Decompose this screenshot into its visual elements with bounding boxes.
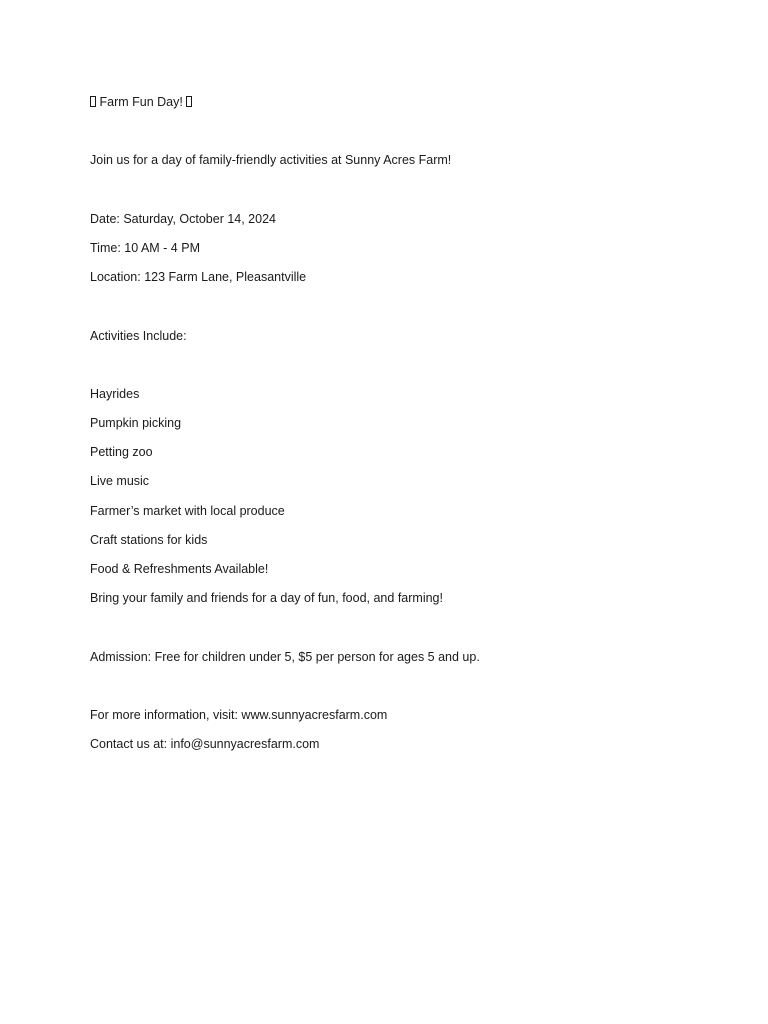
blank-line xyxy=(90,617,710,637)
list-item: Food & Refreshments Available! xyxy=(90,562,269,576)
blank-line xyxy=(90,676,710,696)
blank-line xyxy=(90,121,710,141)
list-item: Pumpkin picking xyxy=(90,416,182,431)
event-date: Date: Saturday, October 14, 2024 xyxy=(90,211,276,226)
list-item: Petting zoo xyxy=(90,445,153,460)
document-title: Farm Fun Day! xyxy=(99,95,183,109)
list-item: Hayrides xyxy=(90,386,140,401)
activities-heading: Activities Include: xyxy=(90,328,187,343)
contact-text: Contact us at: info@sunnyacresfarm.com xyxy=(90,737,320,752)
intro-text: Join us for a day of family-friendly activities at Sunny Acres Farm! xyxy=(90,153,452,168)
document-body xyxy=(90,92,710,763)
missing-glyph-icon xyxy=(90,96,96,107)
missing-glyph-icon xyxy=(186,96,192,107)
blank-line xyxy=(90,180,710,200)
event-location: Location: 123 Farm Lane, Pleasantville xyxy=(90,270,307,285)
list-item: Live music xyxy=(90,474,150,489)
event-time: Time: 10 AM - 4 PM xyxy=(90,240,200,255)
list-item: Farmer’s market with local produce xyxy=(90,503,285,518)
admission-text: Admission: Free for children under 5, $5 per person for ages 5 and up. xyxy=(90,649,480,664)
more-info-text: For more information, visit: www.sunnyacresfarm.com xyxy=(90,707,388,722)
list-item: Craft stations for kids xyxy=(90,532,208,547)
blank-line xyxy=(90,296,710,316)
activities-list xyxy=(90,384,710,579)
blank-line xyxy=(90,355,710,375)
document-title-line xyxy=(90,92,710,112)
closing-text: Bring your family and friends for a day of fun, food, and farming! xyxy=(90,591,443,606)
